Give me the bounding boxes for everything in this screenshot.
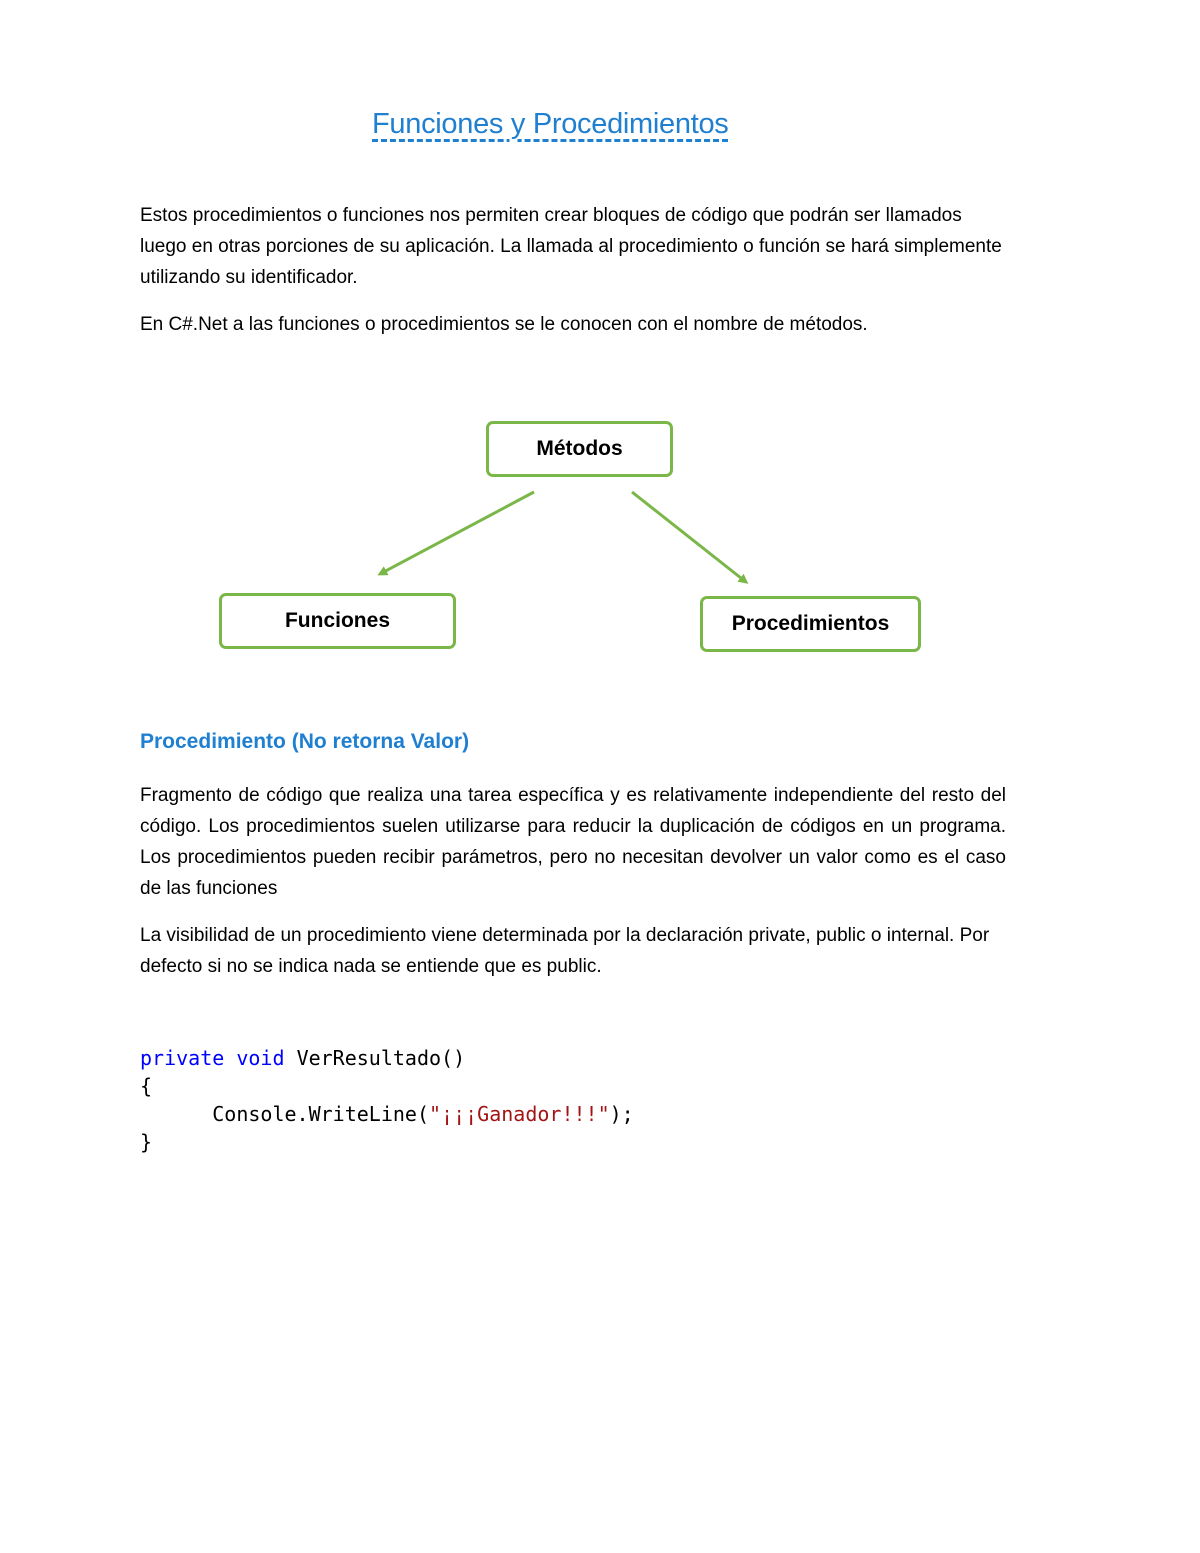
intro-paragraph-1: Estos procedimientos o funciones nos permiten crear bloques de código que podrán ser llamados luego en otras porciones de su aplicación. La llamada al procedimiento o función se hará simplemente utilizando su identificador. bbox=[140, 205, 1002, 288]
intro-paragraph-2: En C#.Net a las funciones o procedimientos se le conocen con el nombre de métodos. bbox=[140, 314, 868, 335]
diagram-node-metodos-label: Métodos bbox=[536, 437, 623, 460]
code-method-signature: VerResultado() bbox=[296, 1046, 466, 1070]
code-keyword-void: void bbox=[236, 1046, 285, 1070]
section-paragraph-1: Fragmento de código que realiza una tarea específica y es relativamente independiente del resto del código. Los procedimientos suelen utilizarse para reducir la duplicación de códigos en un programa. Los procedimientos pueden recibir parámetros, pero no necesitan devolver un valor como es el caso de las funciones bbox=[140, 785, 1006, 899]
code-close-brace: } bbox=[140, 1130, 153, 1154]
code-call-prefix: Console.WriteLine( bbox=[212, 1102, 429, 1126]
diagram-node-procedimientos-label: Procedimientos bbox=[731, 612, 890, 635]
diagram-node-funciones bbox=[219, 593, 456, 649]
diagram-node-procedimientos bbox=[700, 596, 921, 652]
code-call-suffix: ); bbox=[609, 1102, 634, 1126]
diagram-node-metodos bbox=[486, 421, 673, 477]
code-block bbox=[140, 1044, 634, 1156]
section-heading: Procedimiento (No retorna Valor) bbox=[140, 730, 470, 753]
code-open-brace: { bbox=[140, 1074, 153, 1098]
page-title: Funciones y Procedimientos bbox=[372, 108, 729, 140]
diagram-node-funciones-label: Funciones bbox=[284, 609, 390, 632]
section-paragraph-2: La visibilidad de un procedimiento viene determinada por la declaración private, public o internal. Por defecto si no se indica nada se entiende que es public. bbox=[140, 925, 990, 977]
arrow-to-funciones bbox=[380, 492, 534, 574]
code-string-literal: "¡¡¡Ganador!!!" bbox=[429, 1102, 610, 1126]
code-keyword-private: private bbox=[140, 1046, 225, 1070]
arrow-to-procedimientos bbox=[632, 492, 746, 582]
